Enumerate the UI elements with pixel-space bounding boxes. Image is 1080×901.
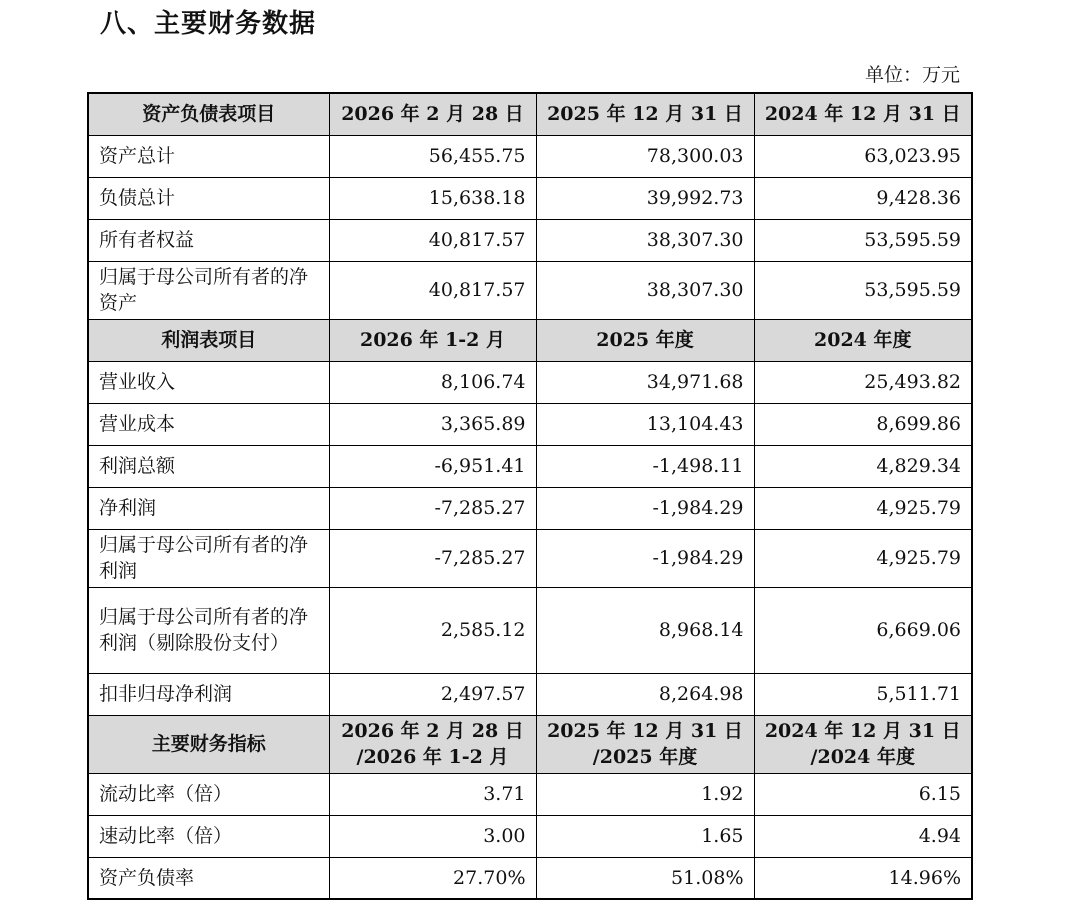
row-label: 营业成本 bbox=[88, 403, 329, 445]
value-cell: 63,023.95 bbox=[754, 135, 972, 177]
table-row bbox=[88, 815, 972, 857]
header-cell: 2024 年度 bbox=[754, 319, 972, 361]
table-row bbox=[88, 487, 972, 529]
header-cell: 资产负债表项目 bbox=[88, 93, 329, 135]
value-cell: -1,984.29 bbox=[536, 529, 754, 587]
header-cell: 2026 年 2 月 28 日 /2026 年 1-2 月 bbox=[329, 715, 536, 773]
value-cell: 3.00 bbox=[329, 815, 536, 857]
header-cell: 利润表项目 bbox=[88, 319, 329, 361]
table-row bbox=[88, 361, 972, 403]
header-cell: 2024 年 12 月 31 日 /2024 年度 bbox=[754, 715, 972, 773]
value-cell: -1,984.29 bbox=[536, 487, 754, 529]
row-label: 所有者权益 bbox=[88, 219, 329, 261]
value-cell: 40,817.57 bbox=[329, 219, 536, 261]
value-cell: 8,264.98 bbox=[536, 673, 754, 715]
table-row bbox=[88, 857, 972, 899]
row-label: 速动比率（倍） bbox=[88, 815, 329, 857]
row-label: 归属于母公司所有者的净利润 bbox=[88, 529, 329, 587]
value-cell: 40,817.57 bbox=[329, 261, 536, 319]
balance-header-row bbox=[88, 93, 972, 135]
value-cell: 6.15 bbox=[754, 773, 972, 815]
unit-label: 单位：万元 bbox=[864, 64, 960, 86]
row-label: 归属于母公司所有者的净资产 bbox=[88, 261, 329, 319]
row-label: 扣非归母净利润 bbox=[88, 673, 329, 715]
value-cell: 3.71 bbox=[329, 773, 536, 815]
value-cell: 9,428.36 bbox=[754, 177, 972, 219]
financial-data-table bbox=[87, 92, 973, 900]
row-label: 流动比率（倍） bbox=[88, 773, 329, 815]
value-cell: -1,498.11 bbox=[536, 445, 754, 487]
value-cell: 2,497.57 bbox=[329, 673, 536, 715]
table-row bbox=[88, 673, 972, 715]
indicators-header-row bbox=[88, 715, 972, 773]
value-cell: 13,104.43 bbox=[536, 403, 754, 445]
value-cell: 6,669.06 bbox=[754, 587, 972, 673]
value-cell: 14.96% bbox=[754, 857, 972, 899]
value-cell: 38,307.30 bbox=[536, 219, 754, 261]
header-cell: 主要财务指标 bbox=[88, 715, 329, 773]
row-label: 资产总计 bbox=[88, 135, 329, 177]
section-title: 八、主要财务数据 bbox=[100, 9, 317, 39]
table-row bbox=[88, 445, 972, 487]
value-cell: 38,307.30 bbox=[536, 261, 754, 319]
row-label: 营业收入 bbox=[88, 361, 329, 403]
value-cell: 1.65 bbox=[536, 815, 754, 857]
header-cell: 2026 年 1-2 月 bbox=[329, 319, 536, 361]
row-label: 归属于母公司所有者的净利润（剔除股份支付） bbox=[88, 587, 329, 673]
value-cell: 53,595.59 bbox=[754, 261, 972, 319]
value-cell: 53,595.59 bbox=[754, 219, 972, 261]
header-cell: 2026 年 2 月 28 日 bbox=[329, 93, 536, 135]
value-cell: -7,285.27 bbox=[329, 487, 536, 529]
table-row bbox=[88, 773, 972, 815]
value-cell: 78,300.03 bbox=[536, 135, 754, 177]
value-cell: 8,699.86 bbox=[754, 403, 972, 445]
table-row bbox=[88, 219, 972, 261]
value-cell: 15,638.18 bbox=[329, 177, 536, 219]
value-cell: 56,455.75 bbox=[329, 135, 536, 177]
value-cell: 8,968.14 bbox=[536, 587, 754, 673]
table-row bbox=[88, 135, 972, 177]
value-cell: -7,285.27 bbox=[329, 529, 536, 587]
header-cell: 2025 年度 bbox=[536, 319, 754, 361]
table-row bbox=[88, 177, 972, 219]
header-cell: 2025 年 12 月 31 日 /2025 年度 bbox=[536, 715, 754, 773]
table-row bbox=[88, 261, 972, 319]
table-row bbox=[88, 529, 972, 587]
value-cell: 34,971.68 bbox=[536, 361, 754, 403]
value-cell: -6,951.41 bbox=[329, 445, 536, 487]
value-cell: 4,829.34 bbox=[754, 445, 972, 487]
value-cell: 8,106.74 bbox=[329, 361, 536, 403]
value-cell: 2,585.12 bbox=[329, 587, 536, 673]
value-cell: 39,992.73 bbox=[536, 177, 754, 219]
value-cell: 3,365.89 bbox=[329, 403, 536, 445]
header-cell: 2025 年 12 月 31 日 bbox=[536, 93, 754, 135]
header-cell: 2024 年 12 月 31 日 bbox=[754, 93, 972, 135]
value-cell: 27.70% bbox=[329, 857, 536, 899]
table-row bbox=[88, 403, 972, 445]
value-cell: 5,511.71 bbox=[754, 673, 972, 715]
row-label: 净利润 bbox=[88, 487, 329, 529]
row-label: 负债总计 bbox=[88, 177, 329, 219]
value-cell: 1.92 bbox=[536, 773, 754, 815]
value-cell: 25,493.82 bbox=[754, 361, 972, 403]
row-label: 利润总额 bbox=[88, 445, 329, 487]
value-cell: 4,925.79 bbox=[754, 487, 972, 529]
income-header-row bbox=[88, 319, 972, 361]
value-cell: 51.08% bbox=[536, 857, 754, 899]
row-label: 资产负债率 bbox=[88, 857, 329, 899]
value-cell: 4.94 bbox=[754, 815, 972, 857]
table-row bbox=[88, 587, 972, 673]
value-cell: 4,925.79 bbox=[754, 529, 972, 587]
